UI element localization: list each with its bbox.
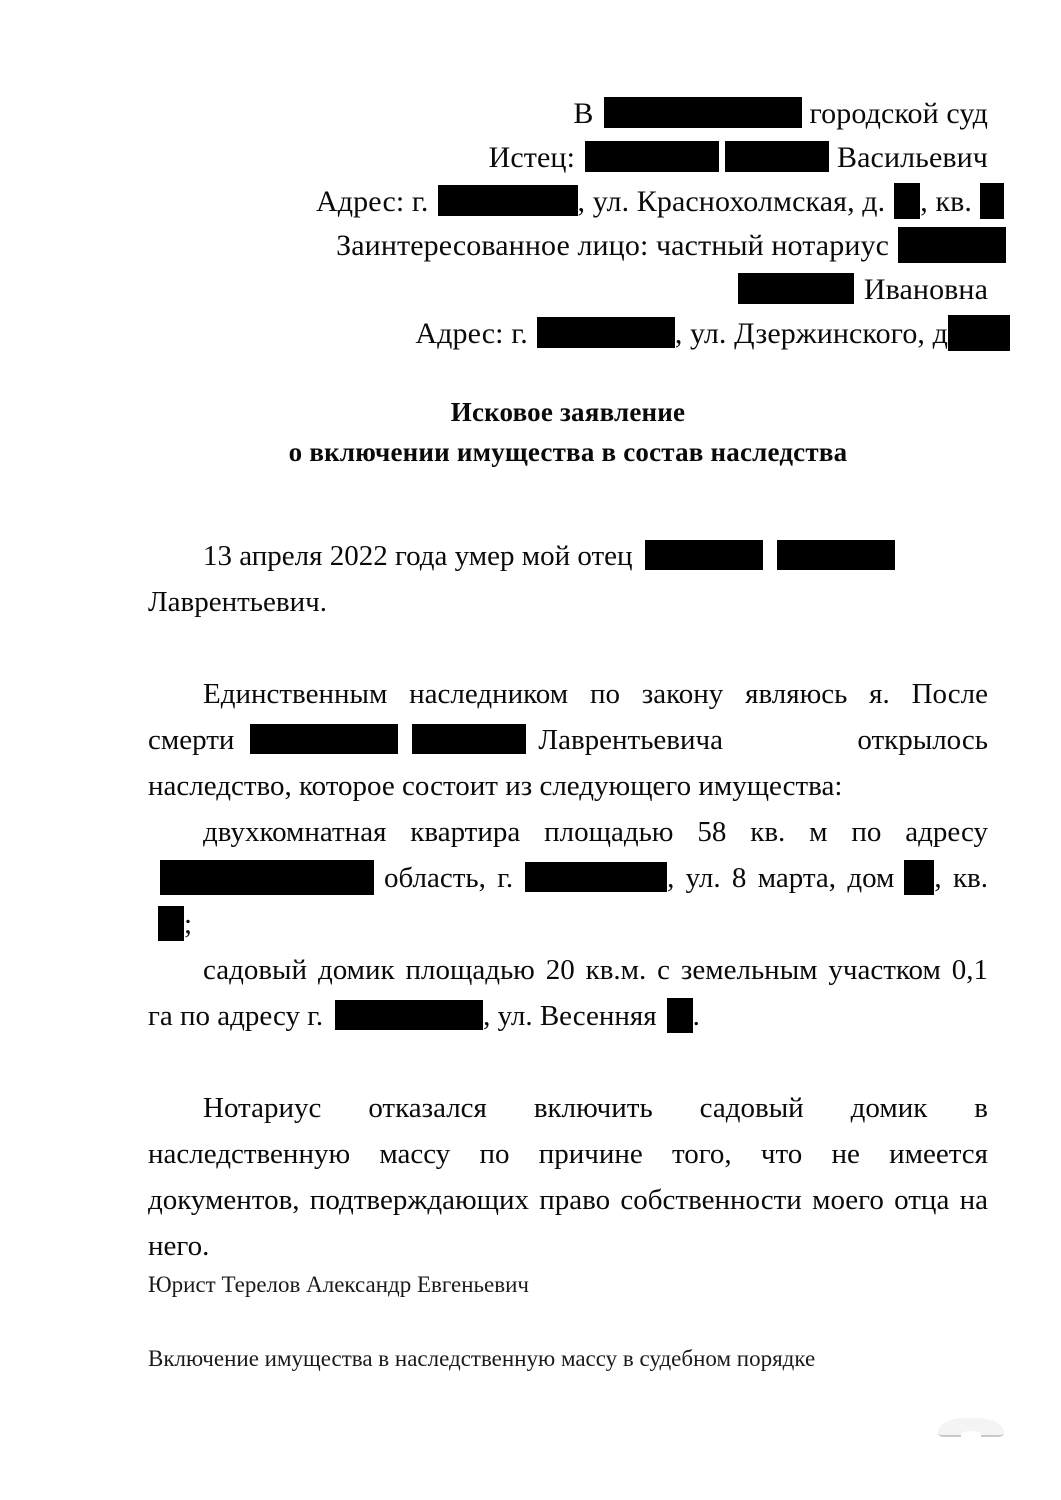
inheritance-opened-text: Лаврентьевича открылось наследство, которое состоит из следующего имущества: bbox=[148, 724, 988, 802]
notary-street-label: , ул. Дзержинского, д bbox=[674, 317, 948, 350]
document-title-line-1: Исковое заявление bbox=[450, 397, 686, 427]
redaction-apartment-house bbox=[904, 860, 934, 894]
document-title bbox=[148, 392, 988, 472]
apartment-street-label: , ул. 8 марта, дом bbox=[667, 862, 895, 894]
footer-spacer bbox=[148, 1302, 1008, 1342]
redaction-father-surname bbox=[645, 540, 763, 570]
paragraph-death-notice bbox=[148, 533, 988, 625]
redaction-plaintiff-house bbox=[894, 183, 920, 218]
plaintiff-apartment-label: , кв. bbox=[920, 185, 972, 218]
court-suffix-label: городской суд bbox=[809, 97, 988, 130]
redaction-court-name bbox=[604, 97, 802, 128]
sole-heir-text: Единственным наследником по закону являюсь я. После смерти bbox=[148, 678, 988, 756]
redaction-plaintiff-surname bbox=[585, 141, 719, 172]
court-line bbox=[148, 92, 988, 136]
paragraph-sole-heir bbox=[148, 671, 988, 809]
notary-prefix-label: Заинтересованное лицо: частный нотариус bbox=[336, 229, 889, 262]
paragraph-garden-house-item bbox=[148, 947, 988, 1039]
redaction-apartment-flat bbox=[158, 906, 184, 940]
redaction-notary-house bbox=[948, 315, 1010, 350]
court-prefix-label: В bbox=[573, 97, 594, 130]
notary-patronymic-label: Ивановна bbox=[863, 273, 988, 306]
notary-address-line bbox=[148, 312, 988, 356]
footer-lawyer-line: Юрист Терелов Александр Евгеньевич bbox=[148, 1272, 529, 1297]
garden-street-label: , ул. Весенняя bbox=[483, 1000, 657, 1032]
garden-house-description-text: садовый домик площадью 20 кв.м. с земельным участком 0,1 га по адресу г. bbox=[148, 954, 988, 1032]
redaction-notary-city bbox=[537, 317, 675, 348]
garden-item-terminator: . bbox=[692, 1000, 700, 1032]
paragraph-spacer-1 bbox=[148, 625, 988, 671]
apartment-flat-label: , кв. bbox=[934, 862, 988, 894]
scan-edge-artifact bbox=[938, 1418, 1004, 1437]
notary-address-prefix-label: Адрес: г. bbox=[415, 317, 528, 350]
plaintiff-prefix-label: Истец: bbox=[488, 141, 576, 174]
redaction-apartment-region bbox=[160, 860, 374, 894]
redaction-deceased-surname bbox=[250, 724, 398, 754]
paragraph-spacer-2 bbox=[148, 1039, 988, 1085]
father-patronymic-label: Лаврентьевич. bbox=[148, 586, 327, 618]
notary-line bbox=[148, 224, 988, 268]
apartment-region-label: область, г. bbox=[384, 862, 514, 894]
death-notice-text: 13 апреля 2022 года умер мой отец bbox=[203, 540, 633, 572]
paragraph-notary-refusal: Нотариус отказался включить садовый домик в наследственную массу по причине того, что не имеется документов, подтверждающих право собственности моего отца на него. bbox=[148, 1092, 988, 1262]
redaction-garden-city bbox=[335, 1000, 483, 1030]
redaction-notary-firstname bbox=[738, 273, 854, 304]
redaction-garden-house-number bbox=[667, 998, 693, 1032]
plaintiff-address-prefix-label: Адрес: г. bbox=[316, 185, 429, 218]
paragraph-apartment-item bbox=[148, 809, 988, 947]
apartment-item-terminator: ; bbox=[184, 908, 193, 940]
document-footer bbox=[148, 1268, 1008, 1376]
redaction-deceased-firstname bbox=[412, 724, 526, 754]
court-addressing-block bbox=[148, 92, 988, 356]
document-body bbox=[148, 533, 988, 1269]
document-title-line-2: о включении имущества в состав наследства bbox=[288, 437, 848, 467]
redaction-plaintiff-firstname bbox=[725, 141, 829, 172]
redaction-apartment-city bbox=[525, 862, 667, 892]
redaction-notary-surname bbox=[898, 227, 1006, 262]
footer-topic-line: Включение имущества в наследственную массу в судебном порядке bbox=[148, 1346, 816, 1371]
plaintiff-line bbox=[148, 136, 988, 180]
plaintiff-address-line bbox=[148, 180, 988, 224]
plaintiff-street-label: , ул. Краснохолмская, д. bbox=[577, 185, 886, 218]
plaintiff-patronymic-label: Васильевич bbox=[837, 141, 988, 174]
redaction-plaintiff-city bbox=[438, 185, 578, 216]
apartment-description-text: двухкомнатная квартира площадью 58 кв. м по адресу bbox=[203, 816, 988, 848]
redaction-plaintiff-apartment bbox=[980, 183, 1004, 218]
redaction-father-firstname bbox=[777, 540, 895, 570]
notary-patronymic-line bbox=[148, 268, 988, 312]
